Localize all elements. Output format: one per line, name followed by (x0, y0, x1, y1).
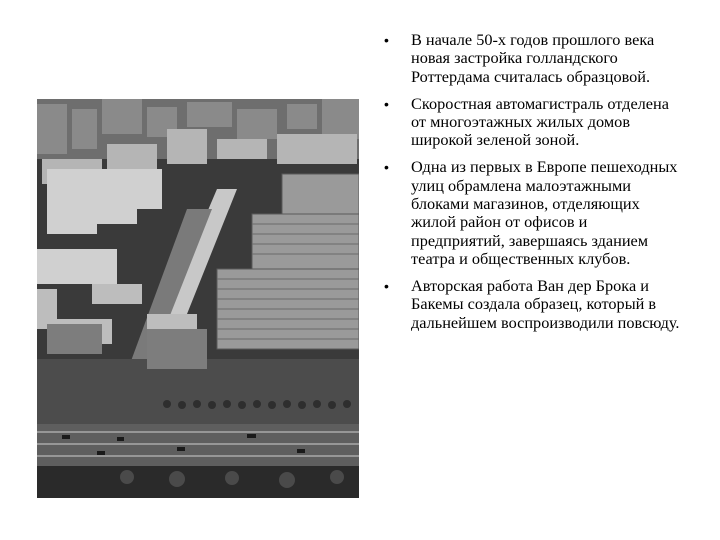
list-item (384, 95, 684, 150)
bullet-marker: • (384, 32, 389, 48)
bullet-text: В начале 50-х годов прошлого века новая застройка голландского Роттердама считалась образцовой. (411, 30, 655, 86)
bullet-text: Скоростная автомагистраль отделена от многоэтажных жилых домов широкой зеленой зоной. (411, 93, 669, 150)
bullet-text: Авторская работа Ван дер Брока и Бакемы создала образец, который в дальнейшем воспроизводили повсюду. (411, 276, 680, 332)
bullet-marker: • (384, 278, 389, 295)
aerial-city-illustration (37, 99, 359, 498)
rotterdam-aerial-photo (37, 99, 359, 498)
list-item (384, 158, 684, 268)
bullet-marker: • (384, 95, 389, 112)
bullet-text: Одна из первых в Европе пешеходных улиц обрамлена малоэтажными блоками магазинов, отделяющих жилой район от офисов и предприятий, завершаясь зданием театра и общественных клубов. (411, 157, 678, 269)
bullet-list (384, 31, 684, 341)
bullet-marker: • (384, 159, 389, 176)
list-item (384, 277, 684, 332)
list-item (384, 31, 684, 86)
